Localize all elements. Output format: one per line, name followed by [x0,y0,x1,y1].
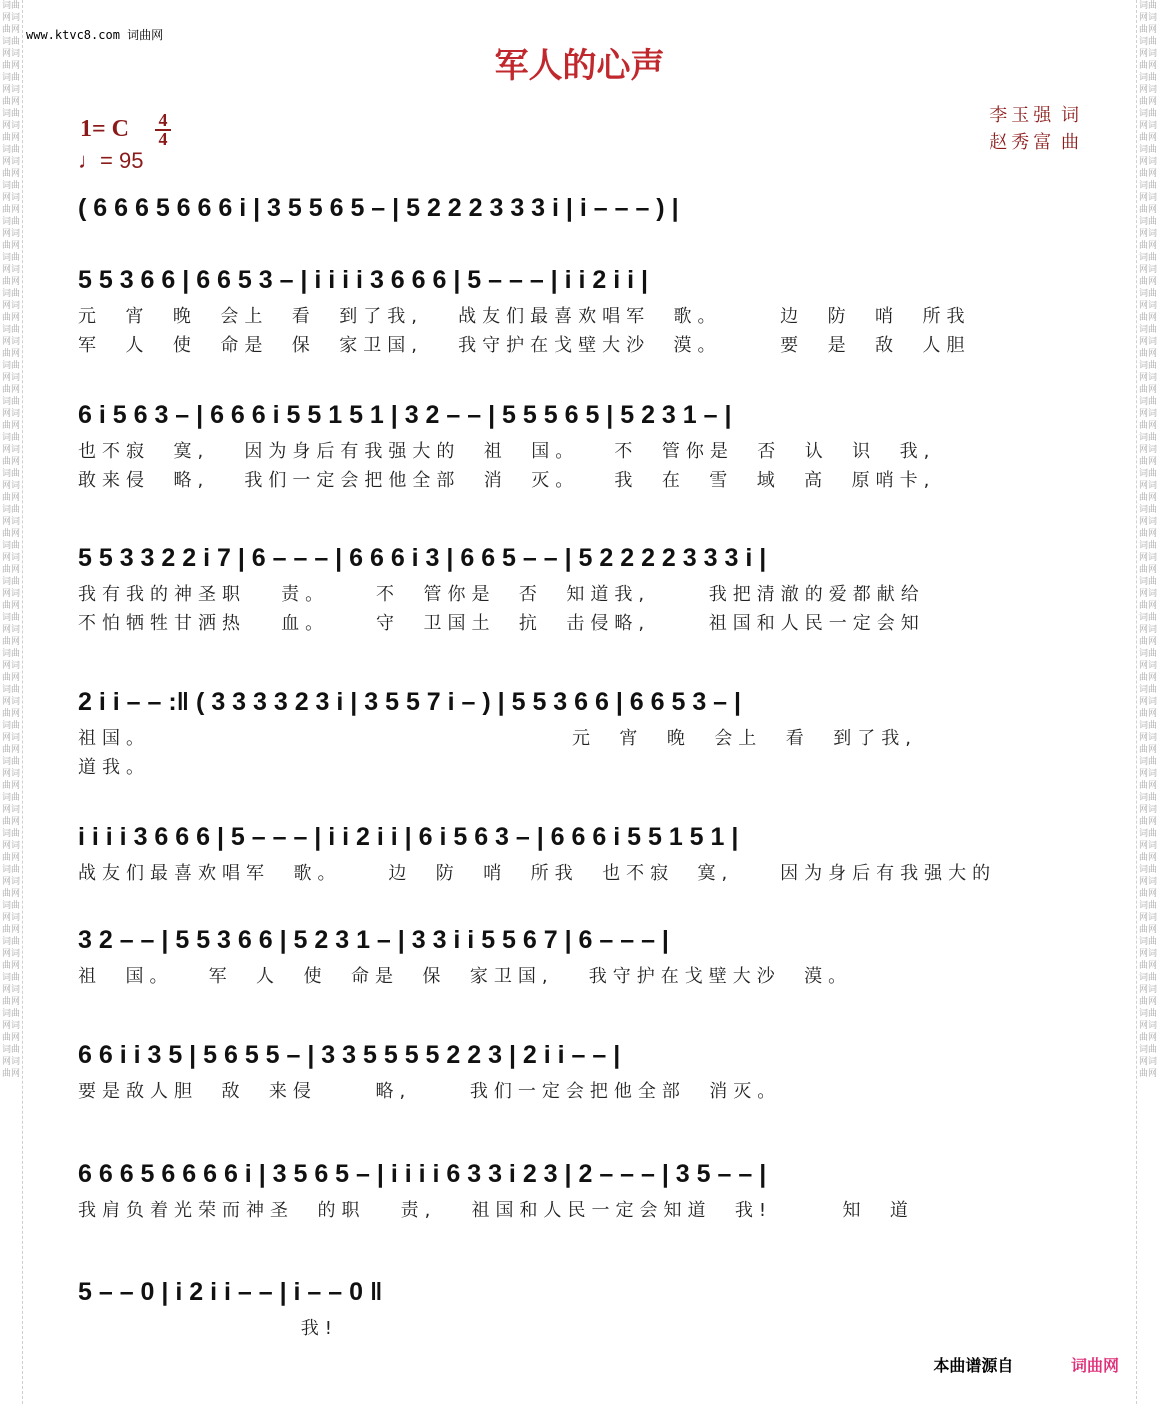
score-system [78,1152,1086,1225]
lyric-line: 祖 国。 军 人 使 命是 保 家卫国, 我守护在戈壁大沙 漠。 [78,966,853,987]
composer-role: 曲 [1061,132,1083,153]
score-system [78,815,1086,888]
lyricist-role: 词 [1061,105,1083,126]
notation-line: 5 5 3 6 6 | 6 6 5 3 – | i i i i 3 6 6 6 | 5 – – – | i i 2 i i | [78,265,649,294]
song-title: 军人的心声 [494,46,665,86]
notation-line: 5 – – 0 | i 2 i i – – | i – – 0 ‖ [78,1277,383,1306]
score-system [78,918,1086,991]
score-system [78,186,1086,230]
lyric-line: 军 人 使 命是 保 家卫国, 我守护在戈壁大沙 漠。 要 是 敌 人胆 [78,335,971,356]
lyric-line: 敢来侵 略, 我们一定会把他全部 消 灭。 我 在 雪 域 高 原哨卡, [78,470,936,491]
site-url[interactable]: www.ktvc8.com 词曲网 [26,28,164,42]
credits [989,102,1083,156]
lyricist-name: 李玉强 [989,105,1056,126]
lyric-line: 我肩负着光荣而神圣 的职 责, 祖国和人民一定会知道 我! 知 道 [78,1200,914,1221]
lyricist-credit [989,102,1083,129]
lyric-line: 我! [78,1318,338,1339]
notation-line: 6 6 6 5 6 6 6 6 i | 3 5 6 5 – | i i i i 6 3 3 i 2 3 | 2 – – – | 3 5 – – | [78,1159,767,1188]
lyric-line: 不怕牺牲甘洒热 血。 守 卫国土 抗 击侵略, 祖国和人民一定会知 [78,613,925,634]
lyric-line: 战友们最喜欢唱军 歌。 边 防 哨 所我 也不寂 寞, 因为身后有我强大的 [78,863,997,884]
notation-line: 6 i 5 6 3 – | 6 6 6 i 5 5 1 5 1 | 3 2 – – | 5 5 5 6 5 | 5 2 3 1 – | [78,400,732,429]
left-watermark-strip: 词曲网词曲网词曲网词曲网词曲网词曲网词曲网词曲网词曲网词曲网词曲网词曲网词曲网词曲网词曲网词曲网词曲网词曲网词曲网词曲网词曲网词曲网词曲网词曲网词曲网词曲网词曲网词曲网词曲网词曲网词曲网词曲网词曲网词曲网词曲网词曲网词曲网词曲网词曲网词曲网词曲网词曲网词曲网词曲网词曲网词曲网词曲网词曲网词曲网词曲网词曲网词曲网词曲网词曲网词曲网词曲网词曲网词曲网词曲网词曲网 [0,0,23,1404]
lyric-line: 道我。 [78,757,150,778]
right-watermark-strip: 词曲网词曲网词曲网词曲网词曲网词曲网词曲网词曲网词曲网词曲网词曲网词曲网词曲网词曲网词曲网词曲网词曲网词曲网词曲网词曲网词曲网词曲网词曲网词曲网词曲网词曲网词曲网词曲网词曲网词曲网词曲网词曲网词曲网词曲网词曲网词曲网词曲网词曲网词曲网词曲网词曲网词曲网词曲网词曲网词曲网词曲网词曲网词曲网词曲网词曲网词曲网词曲网词曲网词曲网词曲网词曲网词曲网词曲网词曲网词曲网 [1136,0,1159,1404]
composer-credit [989,129,1083,156]
score-system [78,258,1086,360]
tempo-marking: ♩= 95 [78,148,144,173]
brand-link[interactable]: 词曲网 [1070,1356,1119,1375]
score-system [78,1033,1086,1106]
lyric-line: 祖国。 元 宵 晚 会上 看 到了我, [78,728,917,749]
notation-line: 5 5 3 3 2 2 i 7 | 6 – – – | 6 6 6 i 3 | 6 6 5 – – | 5 2 2 2 2 3 3 3 i | [78,543,767,572]
lyric-line: 元 宵 晚 会上 看 到了我, 战友们最喜欢唱军 歌。 边 防 哨 所我 [78,306,971,327]
lyric-line: 我有我的神圣职 责。 不 管你是 否 知道我, 我把清澈的爱都献给 [78,584,925,605]
footer [933,1353,1119,1376]
notation-line: 6 6 i i 3 5 | 5 6 5 5 – | 3 3 5 5 5 5 2 2 3 | 2 i i – – | [78,1040,621,1069]
score-system [78,1270,1086,1343]
source-label: 本曲谱源自 [933,1356,1014,1375]
lyric-line: 要是敌人胆 敌 来侵 略, 我们一定会把他全部 消灭。 [78,1081,782,1102]
key-signature: 1= C [80,116,130,142]
notation-line: i i i i 3 6 6 6 | 5 – – – | i i 2 i i | 6 i 5 6 3 – | 6 6 6 i 5 5 1 5 1 | [78,822,739,851]
score-system [78,393,1086,495]
time-signature [153,112,173,148]
notation-line: ( 6 6 6 5 6 6 6 i | 3 5 5 6 5 – | 5 2 2 2 3 3 3 i | i – – – ) | [78,193,679,222]
time-signature-bottom: 4 [158,129,168,149]
score-system [78,680,1086,782]
notation-line: 3 2 – – | 5 5 3 6 6 | 5 2 3 1 – | 3 3 i i 5 5 6 7 | 6 – – – | [78,925,669,954]
notation-line: 2 i i – – :‖ ( 3 3 3 3 2 3 i | 3 5 5 7 i – ) | 5 5 3 6 6 | 6 6 5 3 – | [78,687,742,716]
lyric-line: 也不寂 寞, 因为身后有我强大的 祖 国。 不 管你是 否 认 识 我, [78,441,936,462]
time-signature-top: 4 [158,110,168,130]
composer-name: 赵秀富 [989,132,1056,153]
score-system [78,536,1086,638]
